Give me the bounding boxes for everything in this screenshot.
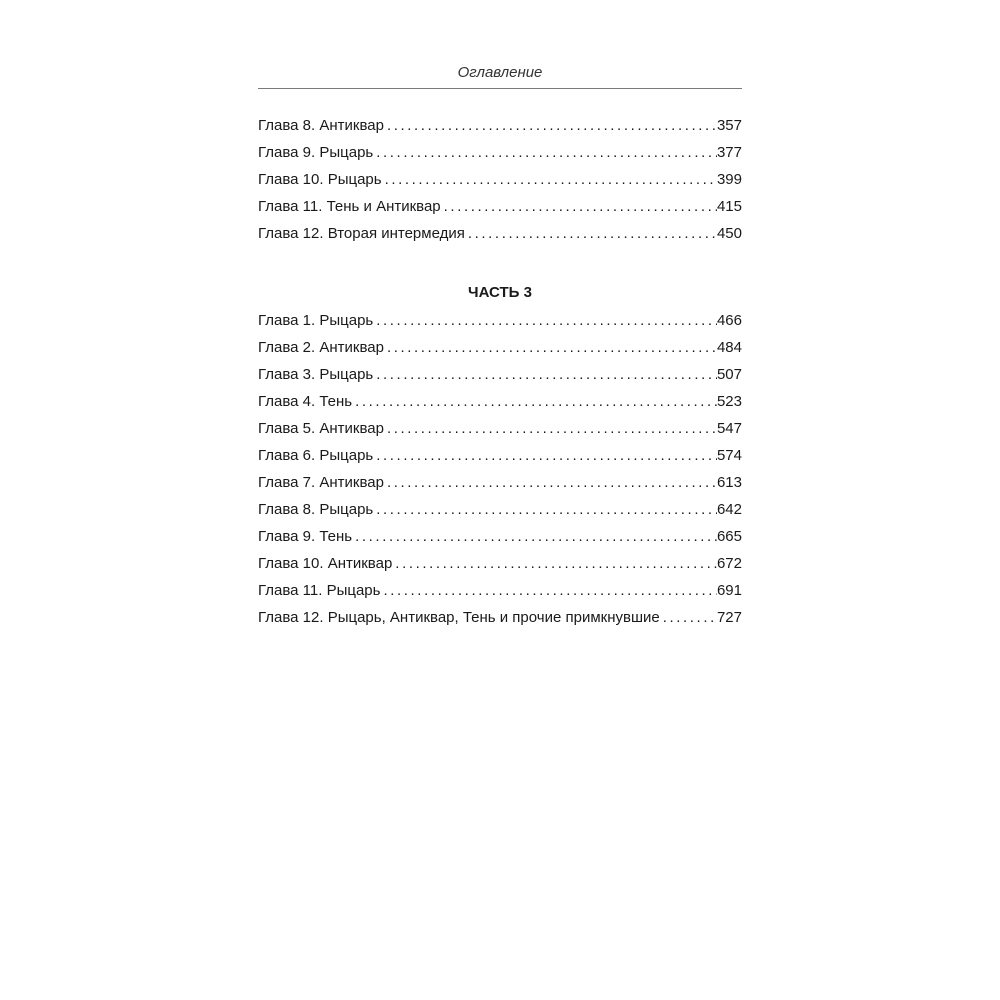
toc-entry-title: Глава 5. Антиквар [258,420,384,437]
toc-entry-page: 357 [716,117,742,134]
toc-entry-title: Глава 8. Антиквар [258,117,384,134]
part-heading: ЧАСТЬ 3 [468,284,532,301]
toc-dot-leader [384,469,717,496]
toc-entry[interactable] [258,193,742,220]
toc-entry[interactable] [258,577,742,604]
toc-entry-title: Глава 3. Рыцарь [258,366,374,383]
toc-entry[interactable] [258,442,742,469]
toc-dot-leader [373,361,717,388]
toc-dot-leader [392,550,717,577]
toc-dot-leader [384,334,717,361]
toc-entry[interactable] [258,361,742,388]
toc-dot-leader [373,496,717,523]
toc-dot-leader [441,193,717,220]
toc-entry-page: 642 [716,501,742,518]
header-rule [258,88,742,89]
toc-dot-leader [384,415,717,442]
toc-entry-title: Глава 8. Рыцарь [258,501,374,518]
toc-entry[interactable] [258,523,742,550]
toc-dot-leader [660,604,717,631]
toc-entry[interactable] [258,166,742,193]
toc-entry-page: 727 [716,609,742,626]
toc-dot-leader [382,166,717,193]
toc-entry[interactable] [258,604,742,631]
toc-entry[interactable] [258,496,742,523]
toc-entry-page: 466 [716,312,742,329]
toc-entry-title: Глава 11. Тень и Антиквар [258,198,441,215]
toc-entry-page: 377 [716,144,742,161]
toc-entry-page: 507 [716,366,742,383]
toc-entry[interactable] [258,388,742,415]
toc-entry-title: Глава 12. Вторая интермедия [258,225,465,242]
toc-entry[interactable] [258,550,742,577]
toc-entry-page: 665 [716,528,742,545]
toc-entry-page: 523 [716,393,742,410]
toc-dot-leader [384,112,717,139]
toc-entry-page: 399 [716,171,742,188]
toc-entry-title: Глава 1. Рыцарь [258,312,374,329]
toc-entry-title: Глава 7. Антиквар [258,474,384,491]
toc-entry[interactable] [258,220,742,247]
toc-dot-leader [373,139,717,166]
toc-dot-leader [373,442,717,469]
toc-entry-title: Глава 10. Рыцарь [258,171,382,188]
toc-entry[interactable] [258,307,742,334]
toc-entry-title: Глава 4. Тень [258,393,353,410]
toc-dot-leader [352,523,717,550]
toc-dot-leader [465,220,717,247]
toc-entry-page: 415 [716,198,742,215]
toc-entry-title: Глава 10. Антиквар [258,555,393,572]
toc-entry-page: 450 [716,225,742,242]
toc-entry[interactable] [258,415,742,442]
toc-entry[interactable] [258,469,742,496]
toc-entry-title: Глава 6. Рыцарь [258,447,374,464]
toc-entry[interactable] [258,112,742,139]
toc-list-continued [258,112,742,247]
toc-entry-title: Глава 9. Тень [258,528,353,545]
toc-list-part-3 [258,307,742,631]
toc-entry-page: 547 [716,420,742,437]
running-head-title: Оглавление [457,64,543,81]
toc-dot-leader [380,577,717,604]
toc-entry-page: 613 [716,474,742,491]
toc-entry-title: Глава 12. Рыцарь, Антиквар, Тень и прочие примкнувшие [258,609,660,626]
toc-entry-page: 484 [716,339,742,356]
toc-dot-leader [373,307,717,334]
toc-entry[interactable] [258,139,742,166]
toc-entry[interactable] [258,334,742,361]
toc-entry-title: Глава 9. Рыцарь [258,144,374,161]
toc-dot-leader [352,388,717,415]
toc-entry-page: 574 [716,447,742,464]
toc-entry-title: Глава 11. Рыцарь [258,582,381,599]
toc-entry-title: Глава 2. Антиквар [258,339,384,356]
toc-entry-page: 672 [716,555,742,572]
toc-entry-page: 691 [716,582,742,599]
